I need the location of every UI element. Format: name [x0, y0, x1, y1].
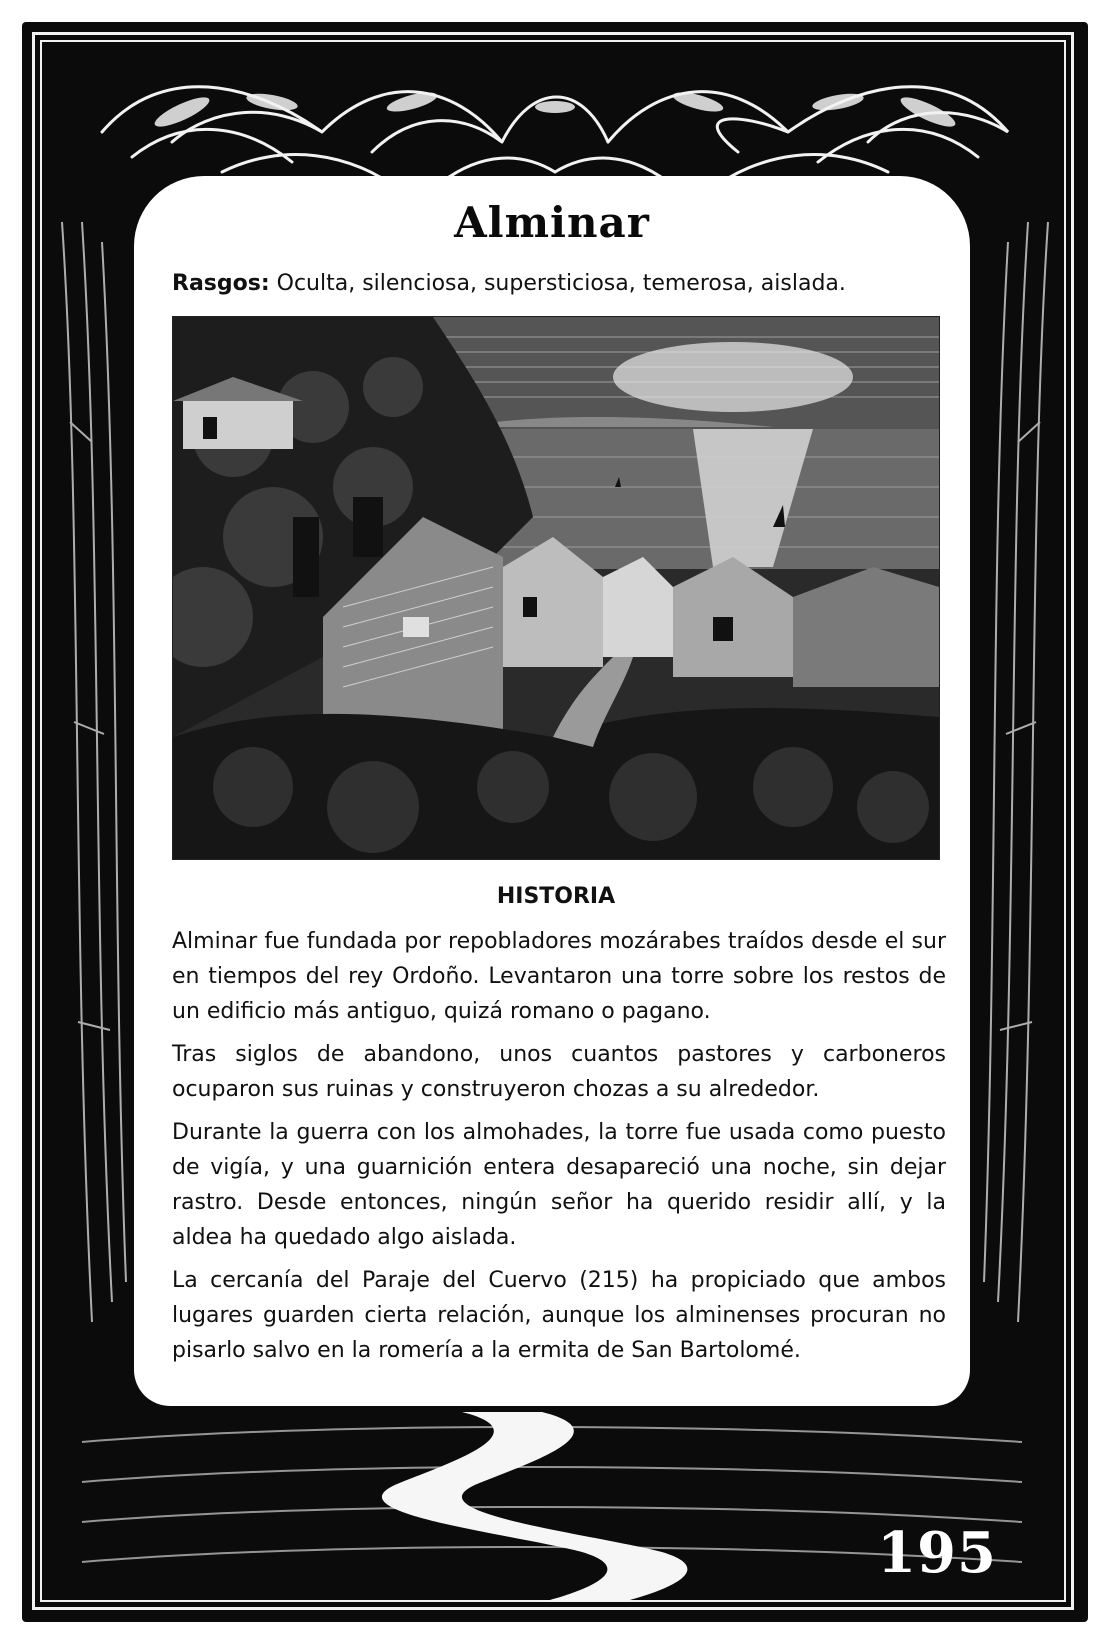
- traits-label: Rasgos:: [172, 271, 270, 296]
- history-text: [172, 924, 946, 1376]
- tree-trunk-right: [984, 222, 1048, 1322]
- paragraph: Alminar fue fundada por repobladores mozárabes traídos desde el sur en tiempos del rey Ordoño. Levantaron una torre sobre los restos de un edificio más antiguo, quizá romano o pagano.: [172, 929, 946, 1024]
- leaf-ornament-fill: [151, 89, 958, 132]
- section-heading: HISTORIA: [496, 884, 616, 909]
- village-illustration: [172, 316, 940, 860]
- traits-value: Oculta, silenciosa, supersticiosa, temerosa, aislada.: [276, 271, 846, 296]
- village-by-the-sea-icon: [173, 317, 939, 859]
- paragraph: Tras siglos de abandono, unos cuantos pastores y carboneros ocuparon sus ruinas y construyeron chozas a su alrededor.: [172, 1042, 946, 1102]
- tree-trunk-left: [62, 222, 126, 1322]
- paragraph: Durante la guerra con los almohades, la torre fue usada como puesto de vigía, y una guarnición entera desapareció una noche, sin dejar rastro. Desde entonces, ningún señor ha querido residir allí, y la aldea ha quedado algo aislada.: [172, 1120, 946, 1250]
- page-number: 195: [877, 1520, 997, 1586]
- page-title: Alminar: [454, 198, 650, 247]
- paragraph: La cercanía del Paraje del Cuervo (215) ha propiciado que ambos lugares guarden cierta relación, aunque los alminenses procuran no pisarlo salvo en la romería a la ermita de San Bartolomé.: [172, 1268, 946, 1363]
- traits-line: [172, 271, 952, 296]
